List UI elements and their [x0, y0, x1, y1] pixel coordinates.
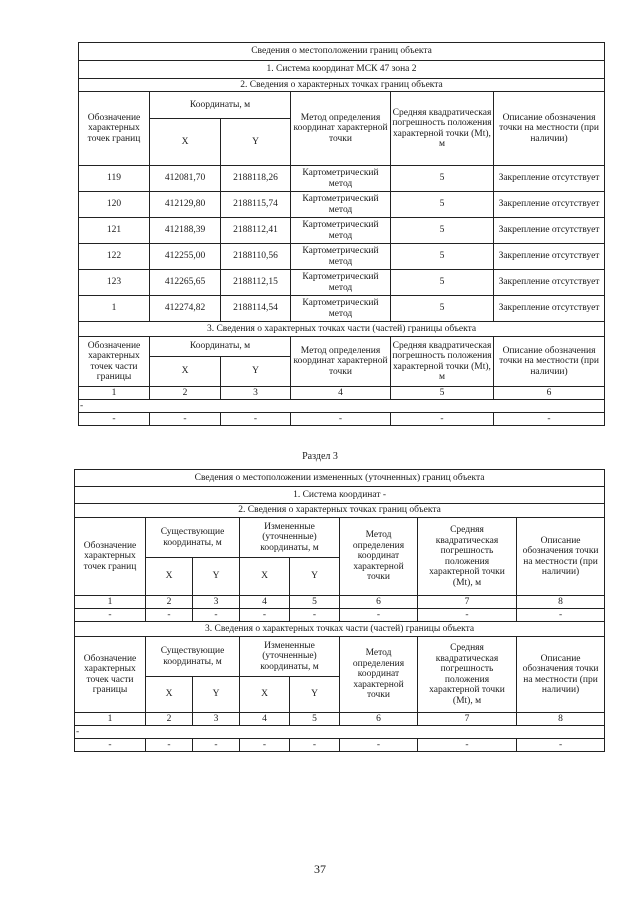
column-number: 5: [290, 596, 340, 609]
part-label-row: [79, 400, 605, 413]
header-error: Средняя квадратическая погрешность положения характерной точки (Mt), м: [391, 337, 494, 387]
cell-method: Картометрический метод: [291, 296, 391, 322]
empty-cell: -: [494, 413, 605, 426]
cell-error: 5: [391, 192, 494, 218]
cell-method: Картометрический метод: [291, 166, 391, 192]
header-description: Описание обозначения точки на местности (при наличии): [517, 518, 605, 596]
empty-cell: -: [150, 413, 221, 426]
column-number: 2: [146, 596, 193, 609]
cell-error: 5: [391, 270, 494, 296]
header-point-designation: Обозначение характерных точек части границы: [75, 637, 146, 713]
empty-cell: -: [290, 739, 340, 752]
coordinate-system: 1. Система координат МСК 47 зона 2: [79, 61, 605, 79]
cell-description: Закрепление отсутствует: [494, 192, 605, 218]
header-y: Y: [221, 357, 291, 387]
empty-cell: -: [221, 413, 291, 426]
table-row: [79, 413, 605, 426]
part-label: -: [79, 400, 605, 413]
column-number: 6: [340, 713, 418, 726]
table-row: [75, 609, 605, 622]
cell-x: 412081,70: [150, 166, 221, 192]
cell-error: 5: [391, 218, 494, 244]
table-title: Сведения о местоположении измененных (уточненных) границ объекта: [75, 470, 605, 487]
empty-cell: -: [291, 413, 391, 426]
page-number: 37: [314, 862, 326, 876]
empty-cell: -: [517, 609, 605, 622]
header-existing-y: Y: [193, 558, 240, 596]
column-number: 8: [517, 713, 605, 726]
empty-cell: -: [193, 609, 240, 622]
cell-point: 1: [79, 296, 150, 322]
cell-x: 412129,80: [150, 192, 221, 218]
cell-x: 412265,65: [150, 270, 221, 296]
header-method: Метод определения координат характерной точки: [291, 92, 391, 166]
header-changed-coordinates: Измененные (уточненные) координаты, м: [240, 518, 340, 558]
table-row: [75, 739, 605, 752]
column-number: 5: [391, 387, 494, 400]
column-number: 3: [193, 596, 240, 609]
cell-method: Картометрический метод: [291, 244, 391, 270]
changed-boundary-table: [74, 469, 605, 752]
empty-cell: -: [146, 739, 193, 752]
cell-y: 2188112,41: [221, 218, 291, 244]
cell-y: 2188110,56: [221, 244, 291, 270]
empty-cell: -: [75, 609, 146, 622]
boundary-table: [78, 42, 605, 426]
cell-error: 5: [391, 166, 494, 192]
header-point-designation: Обозначение характерных точек части границы: [79, 337, 150, 387]
header-changed-y: Y: [290, 558, 340, 596]
header-error: Средняя квадратическая погрешность положения характерной точки (Mt), м: [418, 637, 517, 713]
table-row: [79, 296, 605, 322]
column-number: 4: [240, 596, 290, 609]
empty-cell: -: [340, 739, 418, 752]
header-x: X: [150, 119, 221, 166]
header-error: Средняя квадратическая погрешность положения характерной точки (Mt), м: [391, 92, 494, 166]
empty-cell: -: [340, 609, 418, 622]
cell-description: Закрепление отсутствует: [494, 270, 605, 296]
column-number: 4: [291, 387, 391, 400]
table-title: Сведения о местоположении границ объекта: [79, 43, 605, 61]
header-description: Описание обозначения точки на местности (при наличии): [517, 637, 605, 713]
column-number: 2: [150, 387, 221, 400]
header-changed-y: Y: [290, 677, 340, 713]
header-point-designation: Обозначение характерных точек границ: [75, 518, 146, 596]
cell-x: 412255,00: [150, 244, 221, 270]
cell-x: 412188,39: [150, 218, 221, 244]
empty-cell: -: [240, 609, 290, 622]
cell-description: Закрепление отсутствует: [494, 218, 605, 244]
empty-cell: -: [75, 739, 146, 752]
cell-method: Картометрический метод: [291, 192, 391, 218]
column-number: 8: [517, 596, 605, 609]
cell-method: Картометрический метод: [291, 218, 391, 244]
header-error: Средняя квадратическая погрешность положения характерной точки (Mt), м: [418, 518, 517, 596]
header-method: Метод определения координат характерной точки: [291, 337, 391, 387]
empty-cell: -: [391, 413, 494, 426]
header-changed-x: X: [240, 677, 290, 713]
column-number: 6: [494, 387, 605, 400]
column-number: 1: [75, 596, 146, 609]
empty-cell: -: [290, 609, 340, 622]
part-label-row: [75, 726, 605, 739]
header-coordinates: Координаты, м: [150, 92, 291, 119]
section-heading: Раздел 3: [302, 451, 338, 462]
cell-x: 412274,82: [150, 296, 221, 322]
cell-y: 2188112,15: [221, 270, 291, 296]
empty-cell: -: [517, 739, 605, 752]
part-label: -: [75, 726, 605, 739]
header-method: Метод определения координат характерной точки: [340, 518, 418, 596]
header-existing-x: X: [146, 677, 193, 713]
header-changed-x: X: [240, 558, 290, 596]
column-number: 6: [340, 596, 418, 609]
empty-cell: -: [79, 413, 150, 426]
header-point-designation: Обозначение характерных точек границ: [79, 92, 150, 166]
column-number-row: [79, 387, 605, 400]
table-row: [79, 244, 605, 270]
empty-cell: -: [193, 739, 240, 752]
section-2-heading: 2. Сведения о характерных точках границ объекта: [75, 504, 605, 518]
header-existing-x: X: [146, 558, 193, 596]
cell-point: 121: [79, 218, 150, 244]
header-description: Описание обозначения точки на местности (при наличии): [494, 337, 605, 387]
cell-description: Закрепление отсутствует: [494, 244, 605, 270]
column-number: 3: [221, 387, 291, 400]
empty-cell: -: [418, 609, 517, 622]
column-number: 2: [146, 713, 193, 726]
table-row: [79, 218, 605, 244]
header-existing-y: Y: [193, 677, 240, 713]
table-row: [79, 270, 605, 296]
header-existing-coordinates: Существующие координаты, м: [146, 637, 240, 677]
cell-error: 5: [391, 296, 494, 322]
cell-description: Закрепление отсутствует: [494, 296, 605, 322]
header-changed-coordinates: Измененные (уточненные) координаты, м: [240, 637, 340, 677]
cell-y: 2188114,54: [221, 296, 291, 322]
cell-y: 2188118,26: [221, 166, 291, 192]
coordinate-system: 1. Система координат -: [75, 487, 605, 504]
column-number: 7: [418, 713, 517, 726]
column-number: 1: [79, 387, 150, 400]
column-number: 3: [193, 713, 240, 726]
column-number-row: [75, 713, 605, 726]
empty-cell: -: [146, 609, 193, 622]
header-y: Y: [221, 119, 291, 166]
cell-description: Закрепление отсутствует: [494, 166, 605, 192]
header-description: Описание обозначения точки на местности (при наличии): [494, 92, 605, 166]
cell-point: 122: [79, 244, 150, 270]
table-row: [79, 166, 605, 192]
column-number-row: [75, 596, 605, 609]
section-3-heading: 3. Сведения о характерных точках части (частей) границы объекта: [79, 322, 605, 337]
header-existing-coordinates: Существующие координаты, м: [146, 518, 240, 558]
section-3-heading: 3. Сведения о характерных точках части (частей) границы объекта: [75, 622, 605, 637]
header-coordinates: Координаты, м: [150, 337, 291, 357]
column-number: 1: [75, 713, 146, 726]
column-number: 4: [240, 713, 290, 726]
cell-point: 123: [79, 270, 150, 296]
header-x: X: [150, 357, 221, 387]
table-title-row: [79, 43, 605, 61]
header-method: Метод определения координат характерной точки: [340, 637, 418, 713]
cell-point: 119: [79, 166, 150, 192]
table-row: [79, 192, 605, 218]
cell-error: 5: [391, 244, 494, 270]
cell-method: Картометрический метод: [291, 270, 391, 296]
empty-cell: -: [240, 739, 290, 752]
cell-y: 2188115,74: [221, 192, 291, 218]
cell-point: 120: [79, 192, 150, 218]
column-number: 5: [290, 713, 340, 726]
empty-cell: -: [418, 739, 517, 752]
column-number: 7: [418, 596, 517, 609]
section-2-heading: 2. Сведения о характерных точках границ объекта: [79, 79, 605, 92]
